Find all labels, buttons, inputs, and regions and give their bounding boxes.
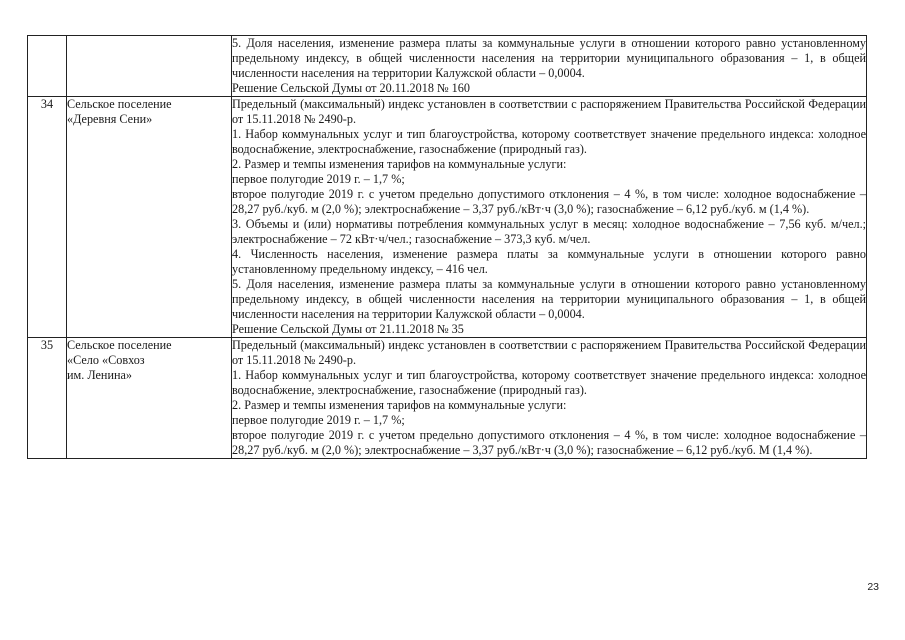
description-paragraph: 3. Объемы и (или) нормативы потребления коммунальных услуг в месяц: холодное водоснабжение – 7,56 куб. м/чел.; электроснабжение – 72 кВт·ч/чел.; газоснабжение – 373,3 куб. м/чел. bbox=[232, 217, 866, 246]
settlement-name-line: им. Ленина» bbox=[67, 368, 132, 382]
index-description-cell bbox=[232, 338, 867, 459]
table-row bbox=[28, 97, 867, 338]
description-paragraph: первое полугодие 2019 г. – 1,7 %; bbox=[232, 172, 405, 186]
description-paragraph: Решение Сельской Думы от 21.11.2018 № 35 bbox=[232, 322, 464, 336]
settlement-name-line: Сельское поселение bbox=[67, 338, 172, 352]
settlement-name-cell bbox=[67, 97, 232, 338]
description-paragraph: 2. Размер и темпы изменения тарифов на коммунальные услуги: bbox=[232, 398, 567, 412]
index-description-cell bbox=[232, 36, 867, 97]
description-paragraph: Решение Сельской Думы от 20.11.2018 № 160 bbox=[232, 81, 470, 95]
settlement-name-line: «Деревня Сени» bbox=[67, 112, 153, 126]
description-paragraph: 5. Доля населения, изменение размера платы за коммунальные услуги в отношении которого равно установленному предельному индексу, в общей численности населения на территории муниципального образования – 1, в общей численности населения на территории Калужской области – 0,0004. bbox=[232, 36, 866, 80]
description-paragraph: 5. Доля населения, изменение размера платы за коммунальные услуги в отношении которого равно установленному предельному индексу, в общей численности населения на территории муниципального образования – 1, в общей численности населения на территории Калужской области – 0,0004. bbox=[232, 277, 866, 321]
settlement-name-line: Сельское поселение bbox=[67, 97, 172, 111]
description-paragraph: второе полугодие 2019 г. с учетом предельно допустимого отклонения – 4 %, в том числе: холодное водоснабжение – 28,27 руб./куб. м (2,0 %); электроснабжение – 3,37 руб./кВт·ч (3,0 %); газоснабжение – 6,12 руб./куб. м (1,4 %). bbox=[232, 187, 866, 216]
table-row bbox=[28, 36, 867, 97]
row-number-cell: 34 bbox=[28, 97, 67, 338]
table-body bbox=[28, 36, 867, 459]
settlement-name-line: «Село «Совхоз bbox=[67, 353, 145, 367]
row-number-cell bbox=[28, 36, 67, 97]
description-paragraph: Предельный (максимальный) индекс установлен в соответствии с распоряжением Правительства Российской Федерации от 15.11.2018 № 2490-р. bbox=[232, 97, 866, 126]
index-description-cell bbox=[232, 97, 867, 338]
description-paragraph: второе полугодие 2019 г. с учетом предельно допустимого отклонения – 4 %, в том числе: холодное водоснабжение – 28,27 руб./куб. м (2,0 %); электроснабжение – 3,37 руб./кВт·ч (3,0 %); газоснабжение – 6,12 руб./куб. М (1,4 %). bbox=[232, 428, 866, 457]
settlement-name-cell bbox=[67, 36, 232, 97]
table-row bbox=[28, 338, 867, 459]
description-paragraph: 1. Набор коммунальных услуг и тип благоустройства, которому соответствует значение предельного индекса: холодное водоснабжение, электроснабжение, газоснабжение (природный газ). bbox=[232, 127, 866, 156]
description-paragraph: 1. Набор коммунальных услуг и тип благоустройства, которому соответствует значение предельного индекса: холодное водоснабжение, электроснабжение, газоснабжение (природный газ). bbox=[232, 368, 866, 397]
page-number: 23 bbox=[867, 581, 879, 593]
settlement-name-cell bbox=[67, 338, 232, 459]
tariff-index-table bbox=[27, 35, 867, 459]
description-paragraph: Предельный (максимальный) индекс установлен в соответствии с распоряжением Правительства Российской Федерации от 15.11.2018 № 2490-р. bbox=[232, 338, 866, 367]
description-paragraph: первое полугодие 2019 г. – 1,7 %; bbox=[232, 413, 405, 427]
description-paragraph: 4. Численность населения, изменение размера платы за коммунальные услуги в отношении которого равно установленному предельному индексу, – 416 чел. bbox=[232, 247, 866, 276]
description-paragraph: 2. Размер и темпы изменения тарифов на коммунальные услуги: bbox=[232, 157, 567, 171]
row-number-cell: 35 bbox=[28, 338, 67, 459]
